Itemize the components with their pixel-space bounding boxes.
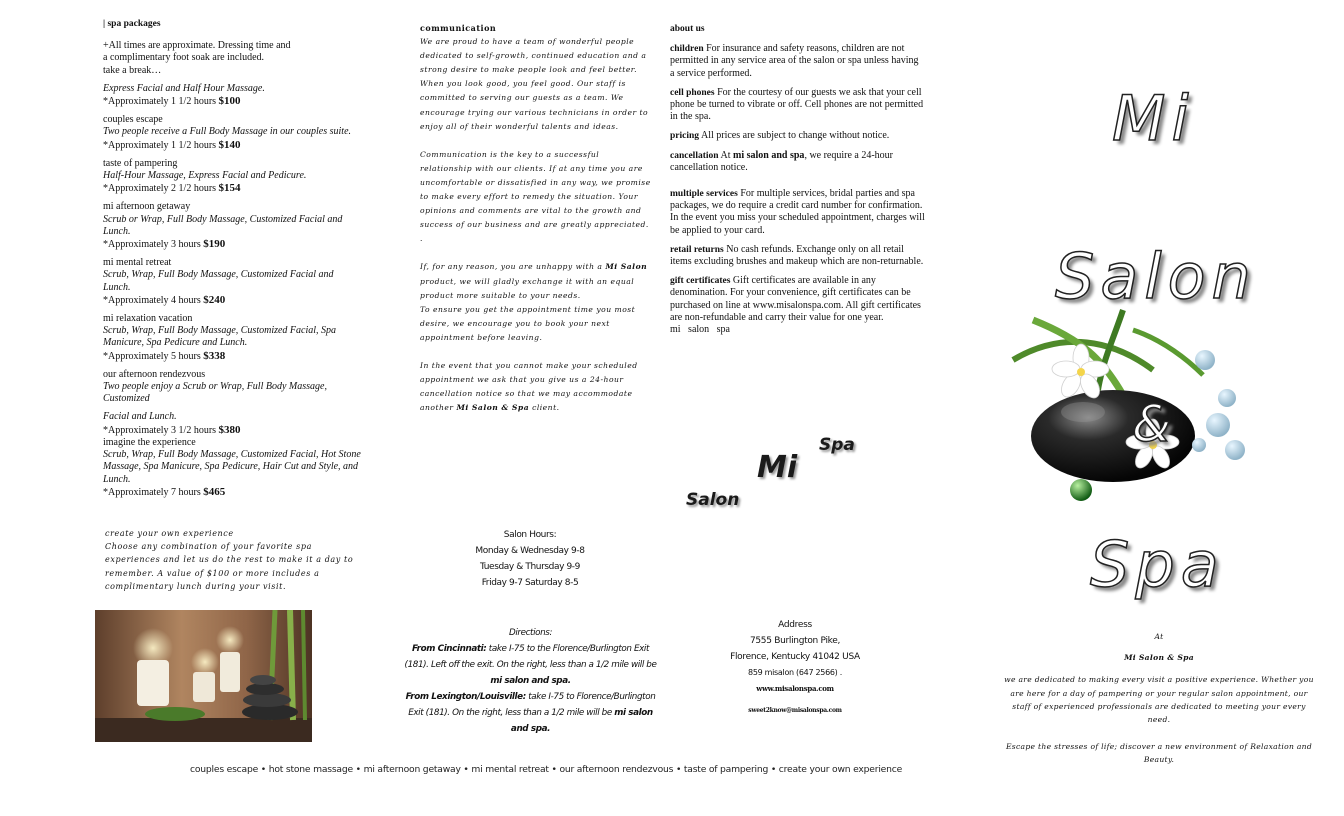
about-item-text: At: [718, 149, 734, 161]
package-price: $190: [203, 238, 226, 251]
package-price: $465: [203, 485, 226, 498]
about-us-heading: about us: [670, 24, 705, 34]
exchange-paragraph: [420, 260, 652, 345]
package-duration: [103, 139, 363, 152]
package-desc: Scrub, Wrap, Full Body Massage, Customized Facial, Spa Manicure, Spa Pedicure and Lunch.: [103, 325, 337, 349]
package-taste-of-pampering: [103, 158, 363, 196]
duration-text: *Approximately 1 1/2 hours: [103, 96, 217, 108]
package-duration: [103, 294, 363, 307]
spa-packages-heading: | spa packages: [103, 19, 161, 29]
cancellation-paragraph: [420, 359, 652, 415]
package-price: $380: [218, 423, 241, 436]
about-us-column: [670, 23, 925, 343]
about-item-text: All prices are subject to change without notice.: [699, 130, 890, 142]
directions-lexington: [403, 689, 658, 737]
directions-block: [403, 625, 658, 737]
package-duration: [103, 350, 363, 363]
spa-candles-stones-photo: [95, 610, 312, 742]
spa-packages-intro: [103, 40, 363, 77]
communication-paragraph: Communication is the key to a successful relationship with our clients. If at any time you are uncomfortable or dissatisfied in any way, we promise to make every effort to remedy the situation. Your opinions and comments are vital to the growth and success of our business and are greatly appreciated. .: [420, 149, 651, 244]
direction-text: take I-75 to Florence/Burlington Exit (181). On the right, less than a 1/2 mile will be: [408, 692, 656, 718]
package-desc: Scrub, Wrap, Full Body Massage, Customized Facial and Lunch.: [103, 269, 334, 293]
package-name: mi relaxation vacation: [103, 313, 193, 325]
package-price: $140: [218, 138, 241, 151]
hours-line: Friday 9-7 Saturday 8-5: [481, 578, 579, 588]
cancellation-text: client.: [529, 403, 560, 413]
package-desc: Two people receive a Full Body Massage in our couples suite.: [103, 126, 352, 138]
about-item-text: For insurance and safety reasons, children are not permitted in any service area of the salon or spa unless having a service performed.: [670, 43, 919, 79]
address-city: Florence, Kentucky 41042 USA: [730, 652, 860, 662]
address-title: Address: [778, 620, 812, 630]
intro-line: take a break…: [103, 64, 162, 76]
salon-hours: [455, 527, 605, 591]
exchange-text: If, for any reason, you are unhappy with a: [420, 262, 606, 272]
package-afternoon-getaway: [103, 201, 363, 251]
communication-paragraph: We are proud to have a team of wonderful people dedicated to self-growth, continued education and a strong desire to make people look and feel better. When you look good, you feel good. Our staff is committed to serving our guests as a team. We encourage trying our various technicians in order to enjoy all of their wonderful talents and ideas.: [420, 37, 649, 131]
spa-packages-column: [103, 18, 363, 505]
cover-title-salon: Salon: [1055, 240, 1257, 313]
about-retail-returns: [670, 244, 925, 268]
direction-text: take I-75 to the Florence/Burlington Exit (181). Left off the exit. On the right, less than a 1/2 mile will be: [404, 644, 657, 670]
package-price: $338: [203, 349, 226, 362]
about-item-text: Gift certificates are available in any denomination. For your convenience, gift certificates can be purchased on line at www.misalonspa.com. All gift certificates are non-refundable and carry their value for one year.: [670, 275, 921, 323]
logo-small-mi: Mi: [757, 450, 798, 485]
cover-title-ampersand: &: [1132, 395, 1177, 453]
communication-column: [420, 21, 652, 429]
package-name: our afternoon rendezvous: [103, 368, 206, 380]
about-item-heading: gift certificates: [670, 276, 731, 287]
cover-paragraph: we are dedicated to making every visit a positive experience. Whether you are here for a day of pampering or your regular salon appointment, our staff of experienced professionals are dedicated to meeting your every need.: [1004, 675, 1314, 725]
package-desc: Half-Hour Massage, Express Facial and Pedicure.: [103, 170, 307, 182]
cover-brand: Mi Salon & Spa: [1124, 653, 1194, 663]
address-street: 7555 Burlington Pike,: [749, 636, 841, 646]
duration-text: *Approximately 1 1/2 hours: [103, 139, 217, 151]
duration-text: *Approximately 5 hours: [103, 350, 201, 362]
brand-name: Mi Salon: [605, 262, 648, 272]
about-item-heading: children: [670, 44, 704, 55]
package-desc: Scrub, Wrap, Full Body Massage, Customized Facial, Hot Stone Massage, Spa Manicure, Spa Pedicure, Hair Cut and Style, and Lunch.: [103, 449, 361, 485]
duration-text: *Approximately 2 1/2 hours: [103, 183, 217, 195]
package-couples-escape: [103, 114, 363, 152]
about-multiple-services: [670, 188, 925, 237]
about-cell-phones: [670, 87, 925, 124]
duration-text: *Approximately 7 hours: [103, 486, 201, 498]
package-mental-retreat: [103, 257, 363, 307]
brand-name: Mi Salon & Spa: [456, 403, 530, 413]
package-duration: [103, 182, 363, 195]
package-afternoon-rendezvous: [103, 369, 363, 499]
about-pricing: [670, 130, 925, 142]
brand-name: mi salon and spa: [733, 149, 805, 161]
about-children: [670, 43, 925, 80]
package-relaxation-vacation: [103, 313, 363, 363]
package-price: $154: [218, 182, 241, 195]
package-price: $240: [203, 293, 226, 306]
package-express: [103, 83, 363, 108]
cover-paragraph: Escape the stresses of life; discover a new environment of Relaxation and Beauty.: [1005, 742, 1313, 765]
package-name: couples escape: [103, 114, 163, 126]
about-item-heading: multiple services: [670, 189, 738, 200]
about-item-heading: retail returns: [670, 244, 724, 255]
cover-welcome: [1004, 630, 1314, 767]
create-experience-title: create your own experience: [105, 529, 234, 538]
about-item-heading: cell phones: [670, 87, 715, 98]
hours-line: Monday & Wednesday 9-8: [475, 546, 585, 556]
package-name: mi mental retreat: [103, 257, 172, 269]
package-desc: Express Facial and Half Hour Massage.: [103, 82, 265, 94]
about-item-text: No cash refunds. Exchange only on all retail items excluding brushes and makeup which are non-returnable.: [670, 243, 924, 268]
intro-line: +All times are approximate. Dressing time and: [103, 40, 291, 52]
package-name: mi afternoon getaway: [103, 201, 191, 213]
package-desc: Scrub or Wrap, Full Body Massage, Customized Facial and Lunch.: [103, 213, 343, 237]
booking-text: To ensure you get the appointment time you most desire, we encourage you to book your next appointment before leaving.: [420, 304, 636, 342]
cover-title-mi: Mi: [1112, 82, 1195, 155]
about-item-text: For the courtesy of our guests we ask that your cell phone be turned to vibrate or off. Cell phones are not permitted in the spa.: [670, 86, 924, 123]
exchange-text: product, we will gladly exchange it with an equal product more suitable to your needs.: [420, 276, 635, 300]
about-item-heading: cancellation: [670, 150, 719, 161]
logo-small-spa: Spa: [819, 435, 855, 455]
about-item-text: For multiple services, bridal parties and spa packages, we do require a credit card number for confirmation. In the event you miss your scheduled appointment, charges will be applied to your card.: [670, 188, 925, 236]
email-link[interactable]: sweet2know@misalonspa.com: [748, 707, 842, 714]
cover-at: At: [1154, 632, 1164, 641]
direction-label: From Lexington/Louisville:: [405, 692, 526, 702]
about-item-text: , we require a 24-hour cancellation notice.: [670, 149, 894, 173]
directions-title: Directions:: [508, 628, 553, 638]
about-sign: mi salon spa: [670, 324, 730, 336]
package-duration: [103, 486, 363, 499]
hours-line: Tuesday & Thursday 9-9: [480, 562, 580, 572]
duration-text: *Approximately 3 hours: [103, 239, 201, 251]
logo-small-salon: Salon: [686, 490, 740, 510]
website-link[interactable]: www.misalonspa.com: [756, 684, 834, 693]
duration-text: *Approximately 3 1/2 hours: [103, 424, 217, 436]
package-desc-continued: Facial and Lunch.: [103, 411, 177, 423]
cover-title-spa: Spa: [1090, 528, 1225, 601]
black-stone-flower-photo: [1003, 300, 1255, 512]
create-experience-block: [105, 527, 355, 593]
address-block: [700, 617, 890, 719]
package-name: taste of pampering: [103, 157, 178, 169]
duration-text: *Approximately 4 hours: [103, 294, 201, 306]
package-desc: Two people enjoy a Scrub or Wrap, Full Body Massage, Customized: [103, 381, 327, 405]
about-cancellation: [670, 150, 925, 174]
brand-name: mi salon and spa.: [490, 676, 571, 686]
directions-cincinnati: [403, 641, 658, 689]
footer-services-list: couples escape • hot stone massage • mi afternoon getaway • mi mental retreat • our afternoon rendezvous • taste of pampering • create your own experience: [190, 764, 903, 775]
direction-label: From Cincinnati:: [411, 644, 487, 654]
package-duration: [103, 95, 363, 108]
salon-hours-title: Salon Hours:: [503, 530, 557, 540]
package-duration: [103, 424, 363, 437]
brand-name: mi salon and spa.: [510, 708, 653, 734]
address-phone: 859 misalon (647 2566) .: [748, 668, 842, 677]
intro-line: a complimentary foot soak are included.: [103, 52, 265, 64]
package-duration: [103, 238, 363, 251]
create-experience-text: Choose any combination of your favorite spa experiences and let us do the rest to make it a day to remember. A value of $100 or more includes a complimentary lunch during your visit.: [105, 542, 354, 591]
cancellation-text: In the event that you cannot make your scheduled appointment we ask that you give us a 24-hour cancellation notice so that we may accommodate another: [420, 360, 638, 413]
package-name: imagine the experience: [103, 436, 196, 448]
package-price: $100: [218, 95, 241, 108]
communication-heading: communication: [420, 23, 497, 33]
about-item-heading: pricing: [670, 131, 700, 142]
about-gift-certificates: [670, 275, 925, 324]
